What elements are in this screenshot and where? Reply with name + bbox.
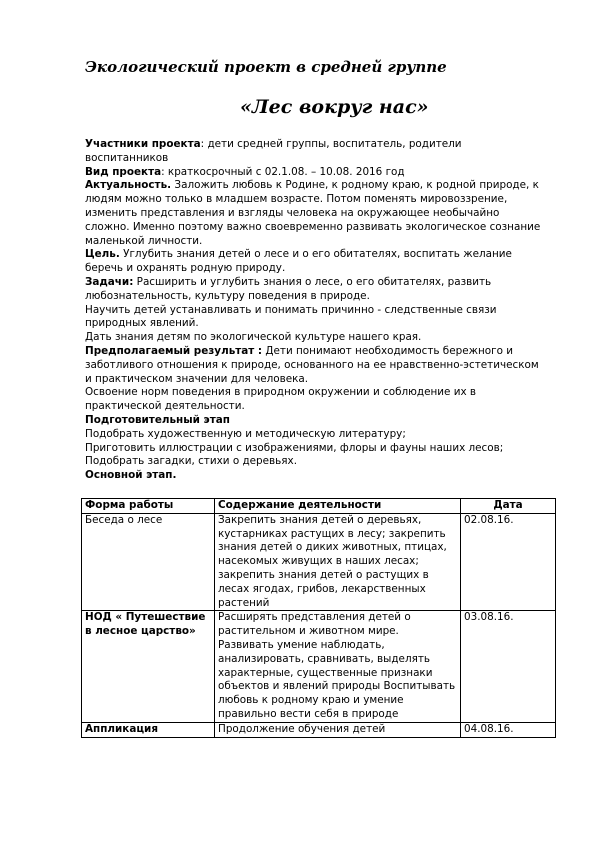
row-date: 04.08.16.: [461, 722, 556, 737]
header-form: Форма работы: [82, 499, 215, 514]
tasks-label: Задачи:: [85, 275, 134, 288]
participants-text: : дети средней группы, воспитатель, родители воспитанников: [85, 138, 462, 164]
header-date: Дата: [461, 499, 556, 514]
main-stage-heading: Основной этап.: [85, 469, 177, 482]
participants-paragraph: [85, 138, 545, 166]
prep-heading: Подготовительный этап: [85, 413, 230, 426]
result-label: Предполагаемый результат :: [85, 344, 263, 357]
document-title: Экологический проект в средней группе: [85, 58, 447, 76]
row-date: 03.08.16.: [461, 611, 556, 722]
project-type-text: : краткосрочный с 02.1.08. – 10.08. 2016 год: [161, 165, 405, 178]
relevance-text: Заложить любовь к Родине, к родному краю, к родной природе, к людям можно только в младшем возрасте. Потом поменять мировоззрение, изменить представления и взгляды человека на окружающее необычайно сложно. Именно поэтому важно своевременно развивать экологическое сознание маленькой личности.: [85, 179, 541, 247]
table-header-row: [82, 499, 556, 514]
row-content: Продолжение обучения детей: [215, 722, 461, 737]
row-form: Аппликация: [82, 722, 215, 737]
relevance-label: Актуальность.: [85, 179, 172, 192]
project-type-label: Вид проекта: [85, 165, 162, 178]
relevance-paragraph: [85, 179, 545, 248]
table-row: [82, 513, 556, 611]
prep-line-1: Подобрать художественную и методическую литературу;: [85, 427, 406, 440]
row-form: Беседа о лесе: [82, 513, 215, 611]
tasks-text: Расширить и углубить знания о лесе, о его обитателях, развить любознательность, культуру поведения в природе.: [85, 275, 492, 302]
project-subtitle: «Лес вокруг нас»: [240, 96, 429, 118]
row-date: 02.08.16.: [461, 513, 556, 611]
participants-label: Участники проекта: [85, 138, 201, 150]
result-text: Дети понимают необходимость бережного и заботливого отношения к природе, основанного на ее нравственно-эстетическом и практическом значении для человека.: [85, 344, 539, 385]
tasks-line-2: Научить детей устанавливать и понимать причинно - следственные связи природных явлений.: [85, 303, 497, 330]
table-row: [82, 722, 556, 737]
tasks-paragraph: [85, 276, 545, 304]
goal-text: Углубить знания детей о лесе и о его обитателях, воспитать желание беречь и охранять родную природу.: [85, 248, 512, 275]
row-content: Закрепить знания детей о деревьях, кустарниках растущих в лесу; закрепить знания детей о диких животных, птицах, насекомых живущих в наших лесах; закрепить знания детей о растущих в лесах ягодах, грибов, лекарственных растений: [215, 513, 461, 611]
goal-paragraph: [85, 248, 545, 276]
result-line-2: Освоение норм поведения в природном окружении и соблюдение их в практической деятельности.: [85, 386, 477, 413]
prep-line-3: Подобрать загадки, стихи о деревьях.: [85, 455, 297, 468]
goal-label: Цель.: [85, 248, 120, 261]
document-body: [85, 138, 545, 483]
header-content: Содержание деятельности: [215, 499, 461, 514]
activities-table: [81, 498, 556, 738]
tasks-line-3: Дать знания детям по экологической культуре нашего края.: [85, 331, 422, 344]
project-type-paragraph: [85, 166, 545, 180]
result-paragraph: [85, 345, 545, 386]
row-content: Расширять представления детей о растительном и животном мире. Развивать умение наблюдать, анализировать, сравнивать, выделять характерные, существенные признаки объектов и явлений природы Воспитывать любовь к родному краю и умение правильно вести себя в природе: [215, 611, 461, 722]
row-form: НОД « Путешествие в лесное царство»: [82, 611, 215, 722]
table-row: [82, 611, 556, 722]
prep-line-2: Приготовить иллюстрации с изображениями, флоры и фауны наших лесов;: [85, 441, 504, 454]
